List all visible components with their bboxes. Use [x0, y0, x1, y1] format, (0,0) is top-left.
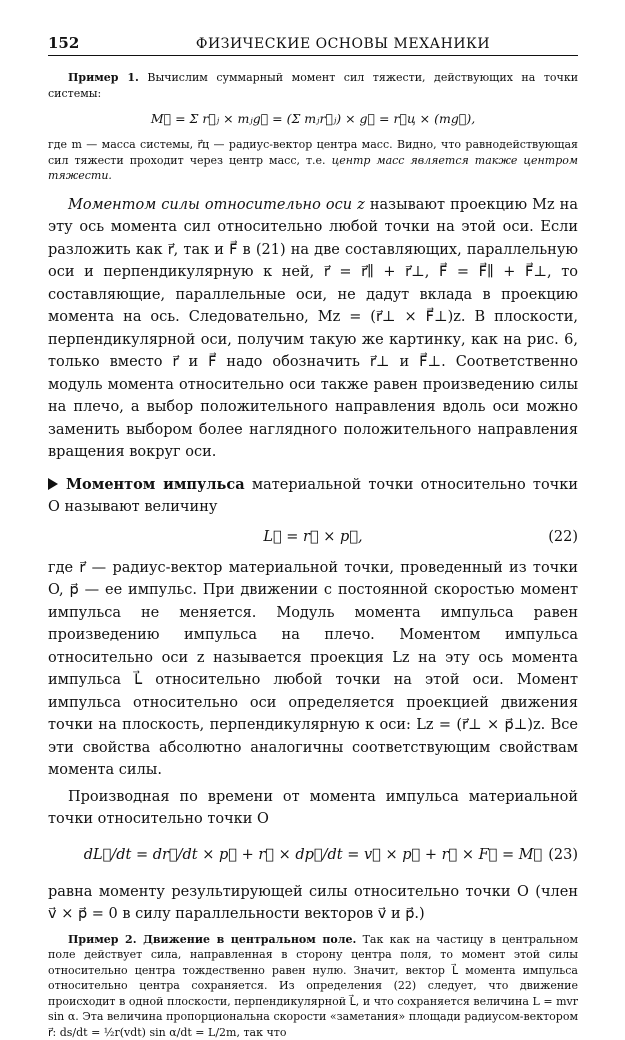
- example1-label: Пример 1.: [68, 71, 139, 84]
- section-marker-icon: [48, 478, 58, 490]
- page-header: [48, 34, 578, 56]
- page: [48, 34, 578, 1040]
- example1-after: [48, 137, 578, 184]
- equation-23-body: dL⃗/dt = dr⃗/dt × p⃗ + r⃗ × dp⃗/dt = v⃗ × p⃗ + r⃗ × F⃗ = M⃗: [84, 844, 543, 867]
- example1-intro: [48, 70, 578, 101]
- derivative-intro: Производная по времени от момента импульса материальной точки относительно точки O: [48, 786, 578, 831]
- axis-moment-term: Моментом силы относительно оси z: [68, 197, 365, 213]
- example1-formula-text: M⃗ = Σ r⃗ⱼ × mⱼg⃗ = (Σ mⱼr⃗ⱼ) × g⃗ = r⃗ц × (mg⃗),: [151, 111, 475, 127]
- example1-formula: [48, 101, 578, 137]
- angular-momentum-term: Моментом импульса: [66, 476, 245, 493]
- example2-label: Пример 2. Движение в центральном поле.: [68, 933, 356, 946]
- axis-moment-paragraph: [48, 194, 578, 464]
- equation-23-number: (23): [548, 844, 578, 867]
- angular-momentum-intro: материальной точки относительно точки O называют величину: [48, 477, 578, 516]
- angular-momentum-body: где r⃗ — радиус-вектор материальной точки, проведенный из точки O, p⃗ — ее импульс. При движении с постоянной скоростью момент импульса не меняется. Модуль момента импульса равен произведению импульса на плечо. Моментом импульса относительно оси z называется проекция Lz на эту ось момента импульса L⃗ относительно любой точки на этой оси. Момент импульса относительно оси определяется проекцией движения точки на плоскость, перпендикулярную к оси: Lz = (r⃗⊥ × p⃗⊥)z. Все эти свойства абсолютно аналогичны соответствующим свойствам момента силы.: [48, 557, 578, 782]
- equation-22-body: L⃗ = r⃗ × p⃗,: [263, 526, 362, 549]
- example2-text: Так как на частицу в центральном поле действует сила, направленная в сторону центра поля, то момент этой силы относительно центра тождественно равен нулю. Значит, вектор L⃗ момента импульса относительно центра сохраняется. Из определения (22) следует, что движение происходит в одной плоскости, перпендикулярной L⃗, и что сохраняется величина L = mvr sin α. Эта величина пропорциональна скорости «заметания» площади радиусом-вектором r⃗: ds/dt = ½r(vdt) sin α/dt = L/2m, так что: [48, 933, 578, 1039]
- axis-moment-text: называют проекцию Mz на эту ось момента сил относительно любой точки на этой оси. Если разложить как r⃗, так и F⃗ в (21) на две составляющих, параллельную оси и перпендикулярную к ней, r⃗ = r⃗∥ + r⃗⊥, F⃗ = F⃗∥ + F⃗⊥, то составляющие, параллельные оси, не дадут вклада в проекцию момента на ось. Следовательно, Mz = (r⃗⊥ × F⃗⊥)z. В плоскости, перпендикулярной оси, получим такую же картинку, как на рис. 6, только вместо r⃗ и F⃗ надо обозначить r⃗⊥ и F⃗⊥. Соответственно модуль момента относительно оси также равен произведению силы на плечо, а выбор положительного направления вдоль оси можно заменить выбором более наглядного положительного направления вращения вокруг оси.: [48, 197, 578, 461]
- equation-22: [48, 519, 578, 557]
- example1-after-text: где m — масса системы, r⃗ц — радиус-вектор центра масс. Видно, что равнодействующая сил тяжести проходит через центр масс, т.е.: [48, 138, 578, 167]
- angular-momentum-definition: [48, 474, 578, 519]
- example1-intro-text: Вычислим суммарный момент сил тяжести, действующих на точки системы:: [48, 71, 578, 100]
- running-title: ФИЗИЧЕСКИЕ ОСНОВЫ МЕХАНИКИ: [108, 36, 578, 52]
- equation-23: [48, 831, 578, 881]
- equation-22-number: (22): [548, 526, 578, 549]
- page-number: 152: [48, 34, 108, 52]
- example1-conclusion: центр масс является также центром тяжести.: [48, 154, 578, 183]
- derivative-conclusion: равна моменту результирующей силы относительно точки O (член v⃗ × p⃗ = 0 в силу параллельности векторов v⃗ и p⃗.): [48, 881, 578, 926]
- example2-paragraph: [48, 932, 578, 1040]
